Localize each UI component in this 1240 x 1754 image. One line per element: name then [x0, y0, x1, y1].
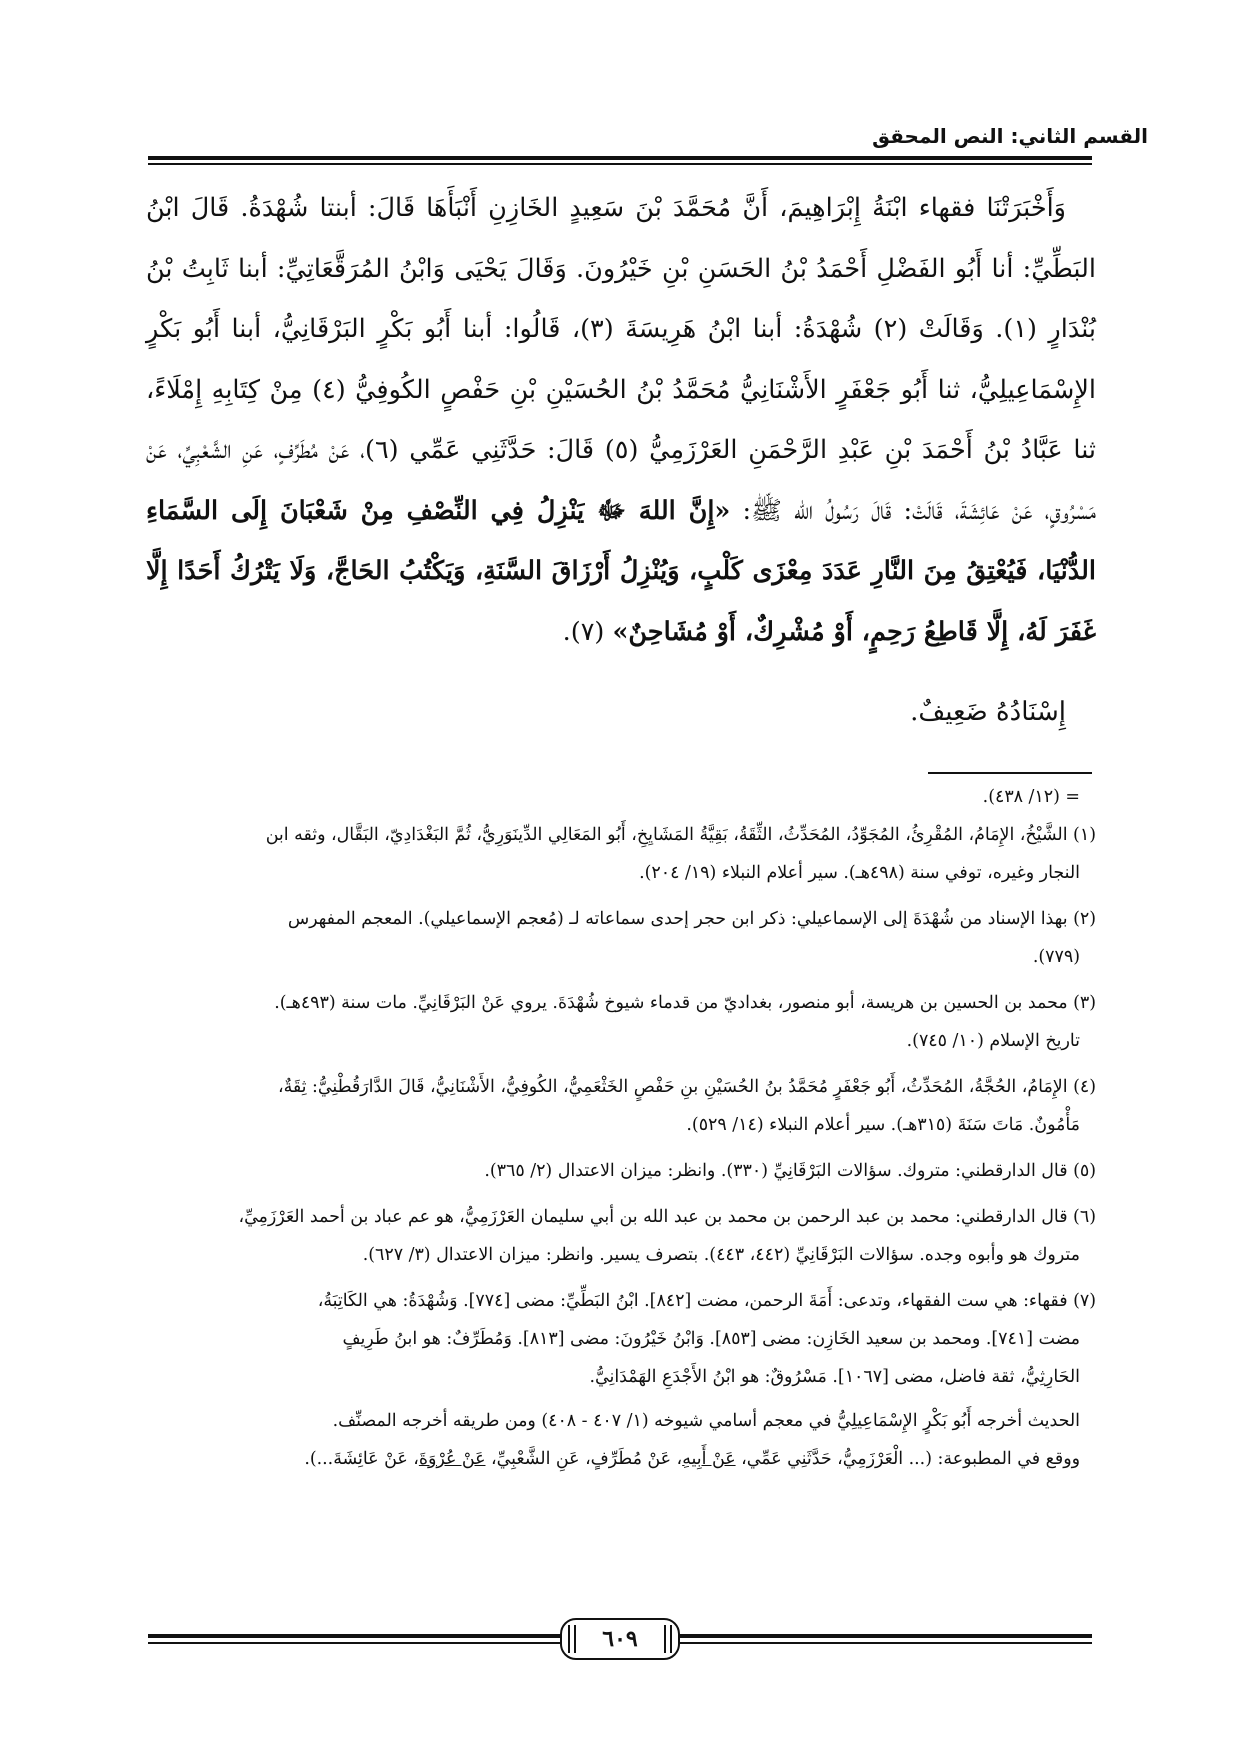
footnote-2-continued: (٧٧٩).: [1032, 947, 1080, 967]
section-header: القسم الثاني: النص المحقق: [872, 124, 1148, 148]
footnote-5: (٥) قال الدارقطني: متروك. سؤالات البَرْقَانِيِّ (٣٣٠). وانظر: ميزان الاعتدال (٢/ ٣٦٥).: [484, 1161, 1096, 1181]
matn-footnote-ref: (٧).: [562, 616, 613, 647]
footnote-7-takhrij: الحديث أخرجه أَبُو بَكْرٍ الإِسْمَاعِيلِيُّ في معجم أسامي شيوخه (١/ ٤٠٧ - ٤٠٨) ومن طريقه أخرجه المصنِّف.: [332, 1411, 1080, 1431]
page-number: ٦٠٩: [560, 1618, 680, 1660]
footnote-2: (٢) بهذا الإسناد من شُهْدَةَ إلى الإسماعيلي: ذكر ابن حجر إحدى سماعاته لـ (مُعجم الإسماعيلي). المعجم المفهرس: [287, 909, 1096, 929]
hadith-paragraph: [146, 178, 1096, 662]
matn-text: «إِنَّ اللهَ ﷻ يَنْزِلُ فِي النِّصْفِ مِنْ شَعْبَانَ إِلَى السَّمَاءِ الدُّنْيَا، فَيُعْتِقُ مِنَ النَّارِ عَدَدَ مِعْزَى كَلْبٍ، وَيُنْزِلُ أَرْزَاقَ السَّنَةِ، وَيَكْتُبُ الحَاجَّ، وَلَا يَتْرُكُ أَحَدًا إِلَّا غَفَرَ لَهُ، إِلَّا قَاطِعُ رَحِمٍ، أَوْ مُشْرِكٌ، أَوْ مُشَاحِنٌ»: [146, 495, 1096, 647]
main-text: [146, 178, 1096, 662]
footnote-7-continued: مضت [٧٤١]. ومحمد بن سعيد الخَازِن: مضى [٨٥٣]. وَابْنُ خَيْرُونَ: مضى [٨١٣]. وَمُطَرِّفٌ: هو ابنُ طَرِيفٍ: [342, 1329, 1080, 1349]
header-rule-thick: [148, 156, 1092, 160]
underlined-addition: عَنْ عُرْوَةَ: [418, 1449, 486, 1469]
footnote-3: (٣) محمد بن الحسين بن هريسة، أبو منصور، بغداديّ من قدماء شيوخ شُهْدَةَ. يروي عَنْ البَرْقَانِيِّ. مات سنة (٤٩٣هـ).: [274, 993, 1096, 1013]
isnad-verdict: إِسْنَادُهُ ضَعِيفٌ.: [910, 697, 1066, 727]
footnote-carryover: = (١٢/ ٤٣٨).: [982, 787, 1080, 807]
footnote-7-printed-note: ووقع في المطبوعة: (... الْعَرْزَمِيُّ، حَدَّثَنِي عَمِّي، عَنْ أَبِيهِ، عَنْ مُطَرِّفٍ، عَنِ الشَّعْبِيِّ، عَنْ عُرْوَةَ، عَنْ عَائِشَةَ...).: [304, 1449, 1080, 1469]
footnote-6: (٦) قال الدارقطني: محمد بن عبد الرحمن بن محمد بن عبد الله بن أبي سليمان العَرْزَمِيُّ، هو عم عباد بن أحمد العَرْزَمِيِّ،: [238, 1207, 1096, 1227]
footnotes: [146, 778, 1096, 1478]
underlined-addition: عَنْ أَبِيهِ: [682, 1449, 736, 1469]
footnote-7-continued: الحَارِثِيُّ، ثقة فاضل، مضى [١٠٦٧]. مَسْرُوقٌ: هو ابْنُ الأَجْدَعِ الهَمْدَانِيُّ.: [589, 1367, 1080, 1387]
footnote-1-continued: النجار وغيره، توفي سنة (٤٩٨هـ). سير أعلام النبلاء (١٩/ ٢٠٤).: [639, 863, 1080, 883]
footnote-6-continued: متروك هو وأبوه وجده. سؤالات البَرْقَانِيِّ (٤٤٢، ٤٤٣). بتصرف يسير. وانظر: ميزان الاعتدال (٣/ ٦٢٧).: [362, 1245, 1080, 1265]
footnote-4: (٤) الإِمَامُ، الحُجَّةُ، المُحَدِّثُ، أَبُو جَعْفَرٍ مُحَمَّدُ بنُ الحُسَيْنِ بنِ حَفْصٍ الخَثْعَمِيُّ، الكُوفِيُّ، الأَشْنَانِيُّ، قَالَ الدَّارَقُطْنِيُّ: ثِقَةٌ،: [277, 1077, 1096, 1097]
isnad-text: وَأَخْبَرَتْنَا فقهاء ابْنَةُ إِبْرَاهِيمَ، أَنَّ مُحَمَّدَ بْنَ سَعِيدٍ الخَازِنِ أَنْبَأَهَا قَالَ: أبنتا شُهْدَةُ. قَالَ ابْنُ البَطِّيِّ: أنا أَبُو الفَضْلِ أَحْمَدُ بْنُ الحَسَنِ بْنِ خَيْرُونَ. وَقَالَ يَحْيَى وَابْنُ المُرَقَّعَاتِيِّ: أبنا ثَابِتُ بْنُ بُنْدَارٍ (١). وَقَالَتْ (٢) شُهْدَةُ: أبنا ابْنُ هَرِيسَةَ (٣)، قَالُوا: أبنا أَبُو بَكْرٍ البَرْقَانِيُّ، أبنا أَبُو بَكْرٍ الإِسْمَاعِيلِيُّ، ثنا أَبُو جَعْفَرٍ الأَشْنَانِيُّ مُحَمَّدُ بْنُ الحُسَيْنِ بْنِ حَفْصٍ الكُوفِيُّ (٤) مِنْ كِتَابِهِ إِمْلَاءً، ثنا عَبَّادُ بْنُ أَحْمَدَ بْنِ عَبْدِ الرَّحْمَنِ العَرْزَمِيُّ (٥) قَالَ: حَدَّثَنِي عَمِّي (٦)، عَنْ مُطَرِّفٍ، عَنِ الشَّعْبِيِّ، عَنْ مَسْرُوقٍ، عَنْ عَائِشَةَ، قَالَتْ: قَالَ رَسُولُ الله ﷺ:: [146, 193, 1097, 526]
footnote-separator: [928, 772, 1092, 774]
footnote-1: (١) الشَّيْخُ، الإِمَامُ، المُقْرِئُ، المُجَوِّدُ، المُحَدِّثُ، الثِّقَةُ، بَقِيَّةُ المَشَايِخِ، أَبُو المَعَالِي الدِّينَوَرِيُّ، ثُمَّ البَغْدَادِيّ، البَقَّال، وثقه ابن: [265, 825, 1096, 845]
header-rule-thin: [148, 163, 1092, 165]
footnote-7: (٧) فقهاء: هي ست الفقهاء، وتدعى: أَمَةَ الرحمن، مضت [٨٤٢]. ابْنُ البَطِّيِّ: مضى [٧٧٤]. وَشُهْدَةُ: هي الكَاتِبَةُ،: [317, 1291, 1096, 1311]
footnote-3-continued: تاريخ الإسلام (١٠/ ٧٤٥).: [906, 1031, 1080, 1051]
footnote-4-continued: مَأْمُونٌ. مَاتَ سَنَةَ (٣١٥هـ). سير أعلام النبلاء (١٤/ ٥٢٩).: [686, 1115, 1080, 1135]
